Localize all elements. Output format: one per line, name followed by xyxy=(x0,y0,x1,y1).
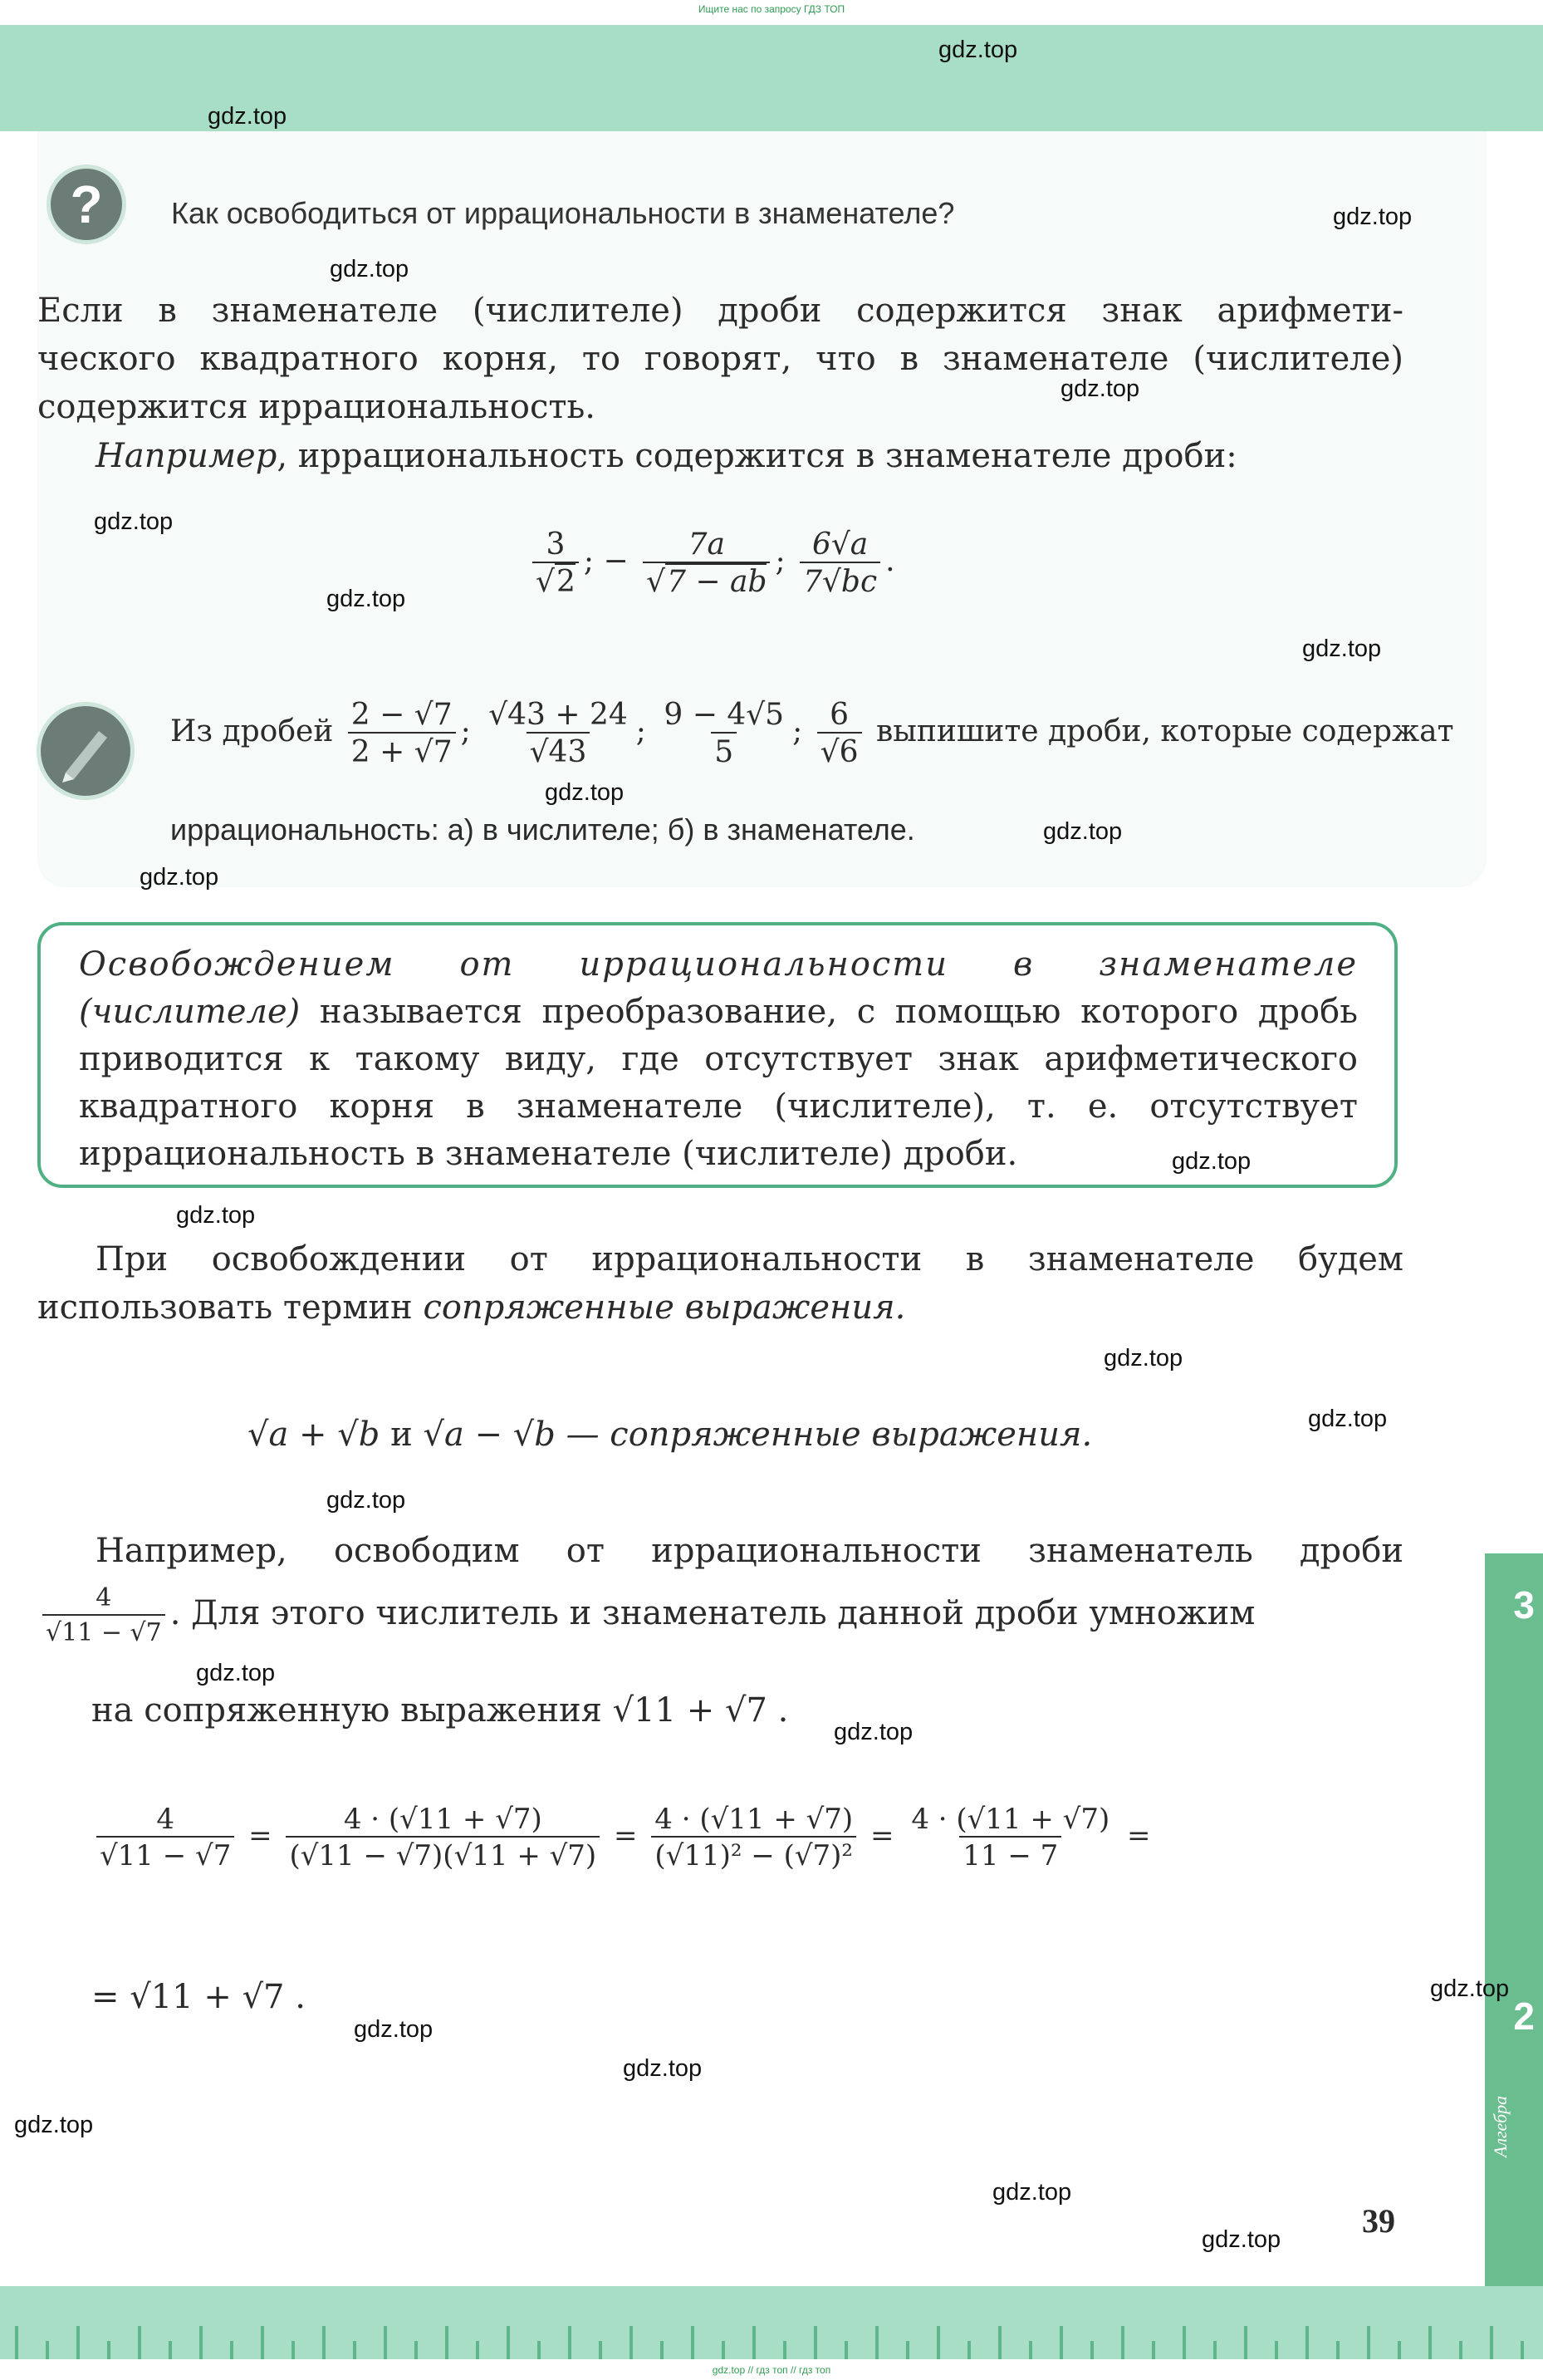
watermark: gdz.top xyxy=(1202,2226,1281,2253)
example-frac-2: $\frac{7a}{√7 - ab}$ xyxy=(643,528,770,599)
box-line-3: приводится к такому виду, где отсутствует знак арифметического xyxy=(79,1040,1358,1078)
box-line-5: иррациональность в знаменателе (числителе) дроби. xyxy=(79,1135,1018,1173)
watermark: gdz.top xyxy=(1061,375,1140,402)
ruler-band xyxy=(0,2286,1543,2359)
watermark: gdz.top xyxy=(1308,1406,1388,1432)
watermark: gdz.top xyxy=(545,779,625,806)
example-intro-rest: , иррациональность содержится в знаменателе дроби: xyxy=(277,437,1237,475)
example-fractions: $\frac{3}{√2}$ ; − $\frac{7a}{√7 - ab}$ ; $\frac{6√a}{7√bc}$ . xyxy=(527,528,895,599)
watermark: gdz.top xyxy=(208,103,287,130)
watermark: gdz.top xyxy=(1172,1148,1252,1175)
watermark: gdz.top xyxy=(1430,1975,1510,2002)
definition-line-1: Если в знаменателе (числителе) дроби содержится знак арифмети- xyxy=(37,292,1403,330)
conjugate-formula: √a + √b и √a − √b — сопряженные выражения. xyxy=(247,1416,1093,1454)
watermark: gdz.top xyxy=(1104,1345,1183,1372)
watermark: gdz.top xyxy=(992,2179,1072,2206)
derivation-result: = √11 + √7 . xyxy=(91,1978,306,2016)
task-frac-2: $\frac{√43 + 24}{√43}$ xyxy=(488,698,628,769)
derivation: $\frac{4}{√11 - √7}$ = $\frac{4 \cdot (√11 + √7)}{(√11 - √7)(√11 + √7)}$ = $\frac{4 \cdot (√11 + √7)}{\text{(√11)² − (√7)²}}$ = $\frac{4 \cdot (√11 + √7)}{11 - 7}$ = xyxy=(91,1803,1151,1872)
definition-line-3: содержится иррациональность. xyxy=(37,388,595,426)
example-intro xyxy=(96,432,1403,480)
ruler-ticks xyxy=(0,2286,1543,2359)
question-text: Как освободиться от иррациональности в знаменателе? xyxy=(171,196,955,230)
side-strip-num-top: 3 xyxy=(1513,1583,1535,1627)
question-mark-icon: ? xyxy=(47,164,126,244)
example2-line-3: на сопряженную выражения √11 + √7 . xyxy=(91,1691,789,1730)
watermark: gdz.top xyxy=(326,586,406,612)
task-frac-1: $\frac{2 - √7}{2 + √7}$ xyxy=(348,698,456,769)
top-banner: Ищите нас по запросу ГДЗ ТОП xyxy=(698,3,845,15)
watermark: gdz.top xyxy=(938,37,1018,63)
watermark: gdz.top xyxy=(1333,204,1413,230)
question-panel xyxy=(37,131,1487,887)
side-strip-num-bottom: 2 xyxy=(1513,1995,1535,2038)
watermark: gdz.top xyxy=(1043,818,1123,845)
watermark: gdz.top xyxy=(354,2016,434,2043)
box-line-4: квадратного корня в знаменателе (числителе), т. е. отсутствует xyxy=(79,1087,1358,1126)
watermark: gdz.top xyxy=(623,2055,703,2082)
conjugate-line-2: использовать термин сопряженные выражения. xyxy=(37,1288,906,1327)
example-lead: Например xyxy=(96,437,277,475)
side-strip-label: Алгебра xyxy=(1490,2095,1511,2158)
task-line-2: иррациональность: а) в числителе; б) в знаменателе. xyxy=(170,812,915,846)
task-frac-4: $\frac{6}{√6}$ xyxy=(817,698,862,769)
page-number: 39 xyxy=(1362,2202,1395,2240)
example2-line-1: Например, освободим от иррациональности знаменатель дроби xyxy=(96,1532,1403,1570)
box-line-2: (числителе) называется преобразование, с помощью которого дробь xyxy=(79,993,1358,1031)
derivation-frac-3: $\frac{4 \cdot (√11 + √7)}{\text{(√11)² − (√7)²}}$ xyxy=(651,1803,856,1872)
watermark: gdz.top xyxy=(140,864,219,891)
watermark: gdz.top xyxy=(94,508,174,535)
watermark: gdz.top xyxy=(176,1202,256,1229)
derivation-frac-4: $\frac{4 \cdot (√11 + √7)}{11 - 7}$ xyxy=(911,1803,1110,1872)
box-line-1: Освобождением от иррациональности в знаменателе xyxy=(79,945,1358,984)
example-frac-3: $\frac{6√a}{7√bc}$ xyxy=(800,528,880,599)
conjugate-line-1: При освобождении от иррациональности в знаменателе будем xyxy=(96,1240,1403,1278)
watermark: gdz.top xyxy=(330,256,409,282)
derivation-frac-2: $\frac{4 \cdot (√11 + √7)}{(√11 - √7)(√11 + √7)}$ xyxy=(286,1803,600,1872)
task-frac-3: $\frac{9 - 4√5}{5}$ xyxy=(664,698,785,769)
watermark: gdz.top xyxy=(326,1487,406,1514)
watermark: gdz.top xyxy=(196,1660,276,1686)
pencil-icon xyxy=(37,702,135,800)
task-line-1: Из дробей $\frac{2 - √7}{2 + √7}$ ; $\frac{√43 + 24}{√43}$ ; $\frac{9 - 4√5}{5}$ ; $\frac{6}{√6}$ выпишите дроби, которые содержат xyxy=(170,698,1454,769)
example2-line-2: $\frac{4}{√11 - √7}$ . Для этого числитель и знаменатель данной дроби умножим xyxy=(37,1583,1255,1649)
derivation-frac-1: $\frac{4}{√11 - √7}$ xyxy=(96,1803,234,1872)
watermark: gdz.top xyxy=(14,2112,94,2138)
example-frac-1: $\frac{3}{√2}$ xyxy=(532,528,579,599)
definition-line-2: ческого квадратного корня, то говорят, что в знаменателе (числителе) xyxy=(37,340,1403,378)
example2-frac: $\frac{4}{√11 - √7}$ xyxy=(42,1583,165,1649)
watermark: gdz.top xyxy=(834,1719,914,1745)
watermark: gdz.top xyxy=(1302,635,1382,662)
bottom-banner: gdz.top // гдз топ // гдз топ xyxy=(712,2364,831,2376)
